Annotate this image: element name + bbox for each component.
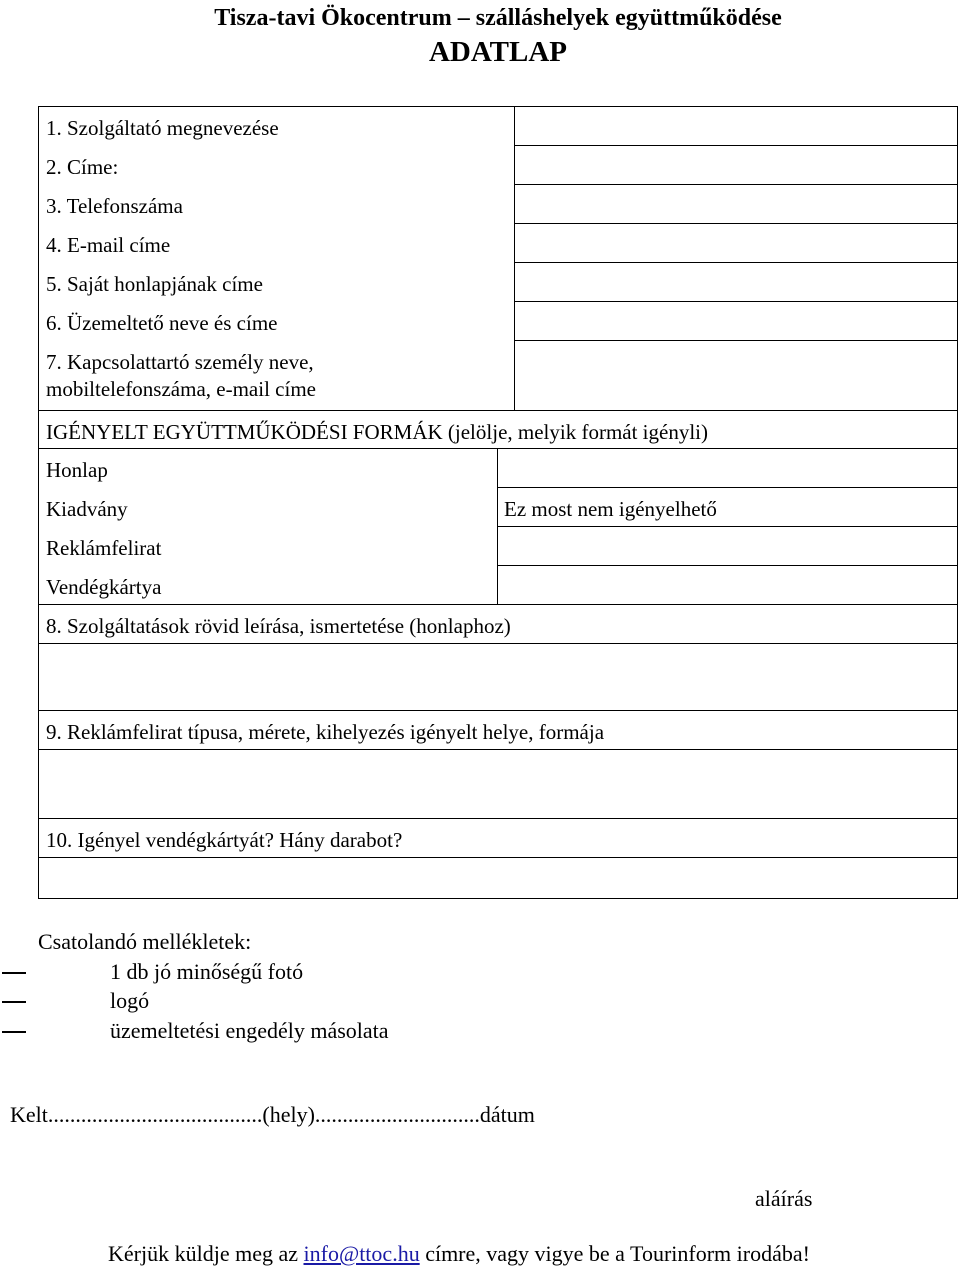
field-value-website[interactable] [516, 264, 956, 300]
attachment-item: üzemeltetési engedély másolata [110, 1018, 389, 1043]
document-subtitle: ADATLAP [428, 36, 568, 68]
document-title: Tisza-tavi Ökocentrum – szálláshelyek együttműködése [214, 5, 782, 31]
footer-note-after: címre, vagy vigye be a Tourinform irodába! [419, 1241, 810, 1266]
field-label-operator: 6. Üzemeltető neve és címe [46, 311, 278, 335]
field-label-phone: 3. Telefonszáma [46, 194, 183, 218]
footer-note-before: Kérjük küldje meg az [108, 1241, 304, 1266]
section-8-answer[interactable] [40, 645, 956, 709]
form-check-vendegkartya[interactable] [499, 567, 956, 603]
section-8-label: 8. Szolgáltatások rövid leírása, ismertetése (honlaphoz) [46, 614, 511, 638]
field-label-website: 5. Saját honlapjának címe [46, 272, 263, 296]
signature-label: aláírás [755, 1186, 813, 1211]
form-option-reklamfelirat: Reklámfelirat [46, 536, 162, 560]
form-unavailable-note: Ez most nem igényelhető [504, 497, 717, 521]
place-date-line: Kelt.......................................(hely)..............................dátum [10, 1102, 535, 1127]
form-option-kiadvany: Kiadvány [46, 497, 128, 521]
email-link[interactable]: info@ttoc.hu [303, 1241, 420, 1266]
attachments-heading: Csatolandó mellékletek: [38, 929, 252, 954]
bullet-dash [2, 1001, 26, 1003]
form-option-vendegkartya: Vendégkártya [46, 575, 162, 599]
field-value-contact[interactable] [516, 342, 956, 409]
form-option-honlap: Honlap [46, 458, 108, 482]
field-value-phone[interactable] [516, 186, 956, 222]
field-value-provider-name[interactable] [516, 108, 956, 144]
footer-note [108, 1242, 810, 1266]
field-value-address[interactable] [516, 147, 956, 183]
attachment-item: 1 db jó minőségű fotó [110, 959, 304, 984]
bullet-dash [2, 972, 26, 974]
form-check-reklamfelirat[interactable] [499, 528, 956, 564]
field-value-email[interactable] [516, 225, 956, 261]
section-10-label: 10. Igényel vendégkártyát? Hány darabot? [46, 828, 403, 852]
field-label-email: 4. E-mail címe [46, 233, 171, 257]
forms-heading: IGÉNYELT EGYÜTTMŰKÖDÉSI FORMÁK (jelölje, melyik formát igényli) [46, 420, 709, 444]
section-9-answer[interactable] [40, 751, 956, 817]
field-value-operator[interactable] [516, 303, 956, 339]
attachment-item: logó [110, 988, 150, 1013]
field-label-contact-line1: 7. Kapcsolattartó személy neve, [46, 350, 314, 374]
form-check-honlap[interactable] [499, 450, 956, 486]
field-label-provider-name: 1. Szolgáltató megnevezése [46, 116, 279, 140]
field-label-contact-line2: mobiltelefonszáma, e-mail címe [46, 377, 316, 401]
section-9-label: 9. Reklámfelirat típusa, mérete, kihelyezés igényelt helye, formája [46, 720, 605, 744]
field-label-address: 2. Címe: [46, 155, 119, 179]
bullet-dash [2, 1031, 26, 1033]
section-10-answer[interactable] [40, 859, 956, 897]
